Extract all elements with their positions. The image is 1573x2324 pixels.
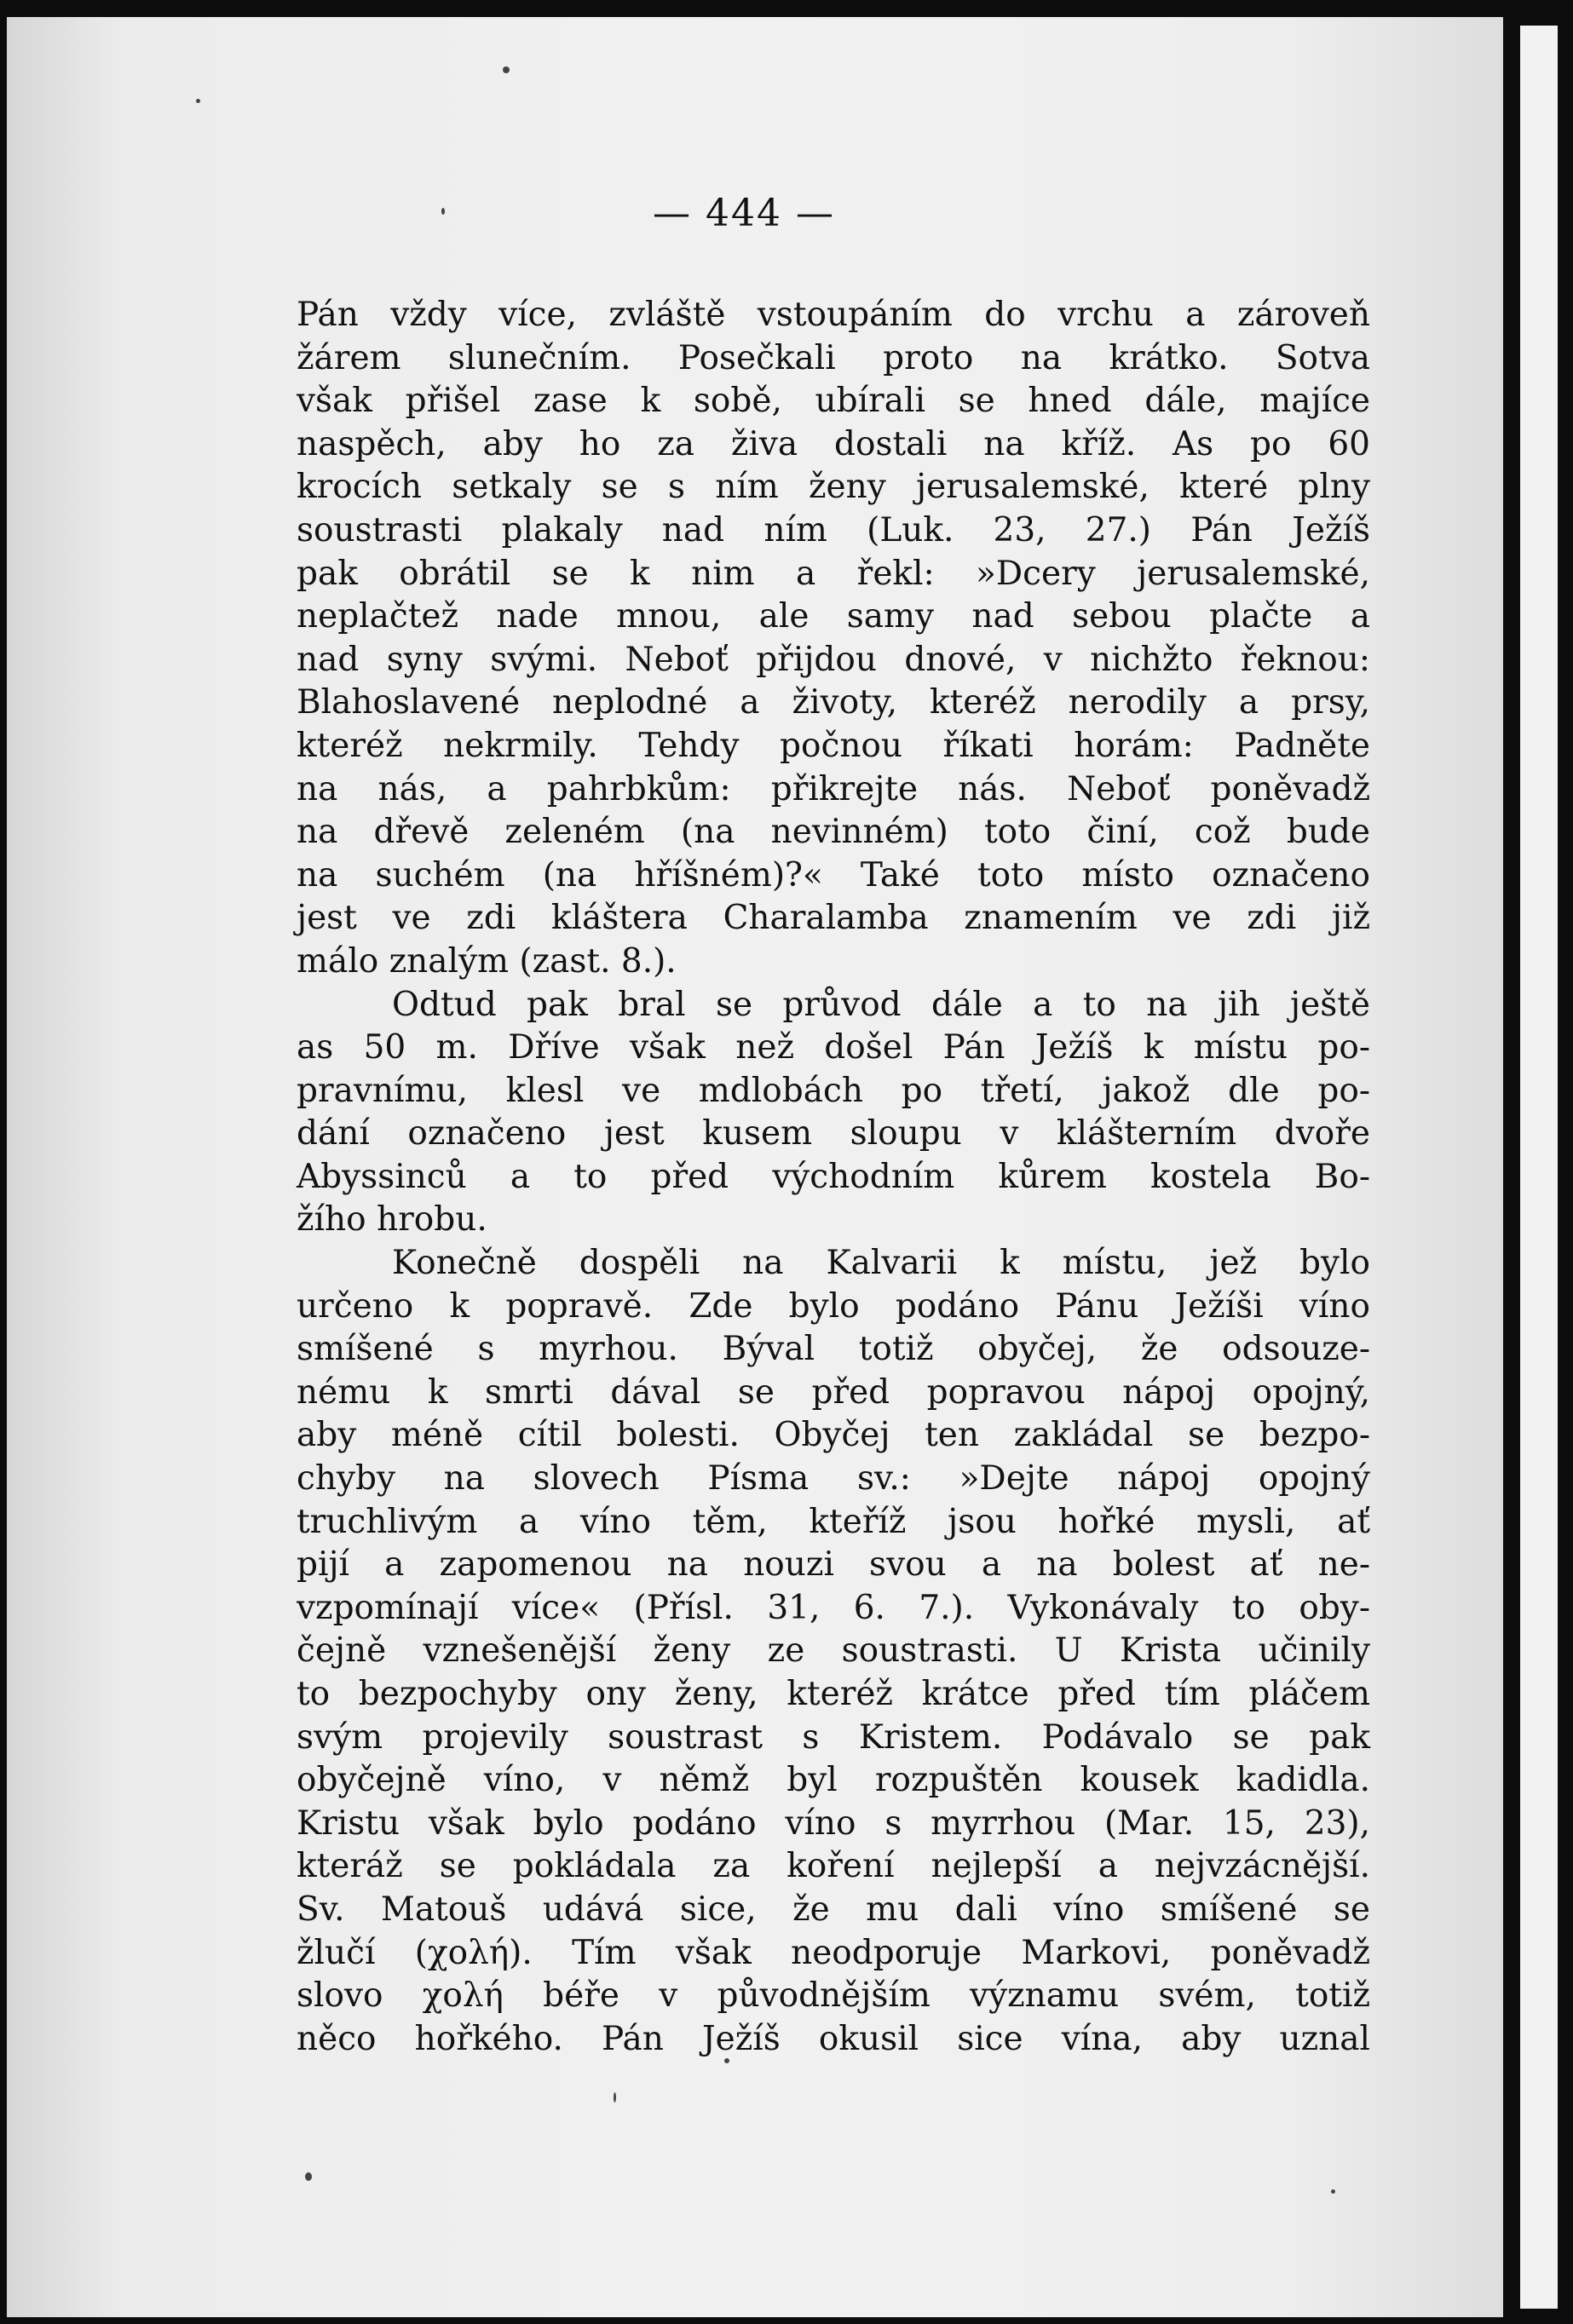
adjacent-page-edge [1520,26,1558,2309]
scan-speck [196,99,200,103]
text-line: žlučí (χολή). Tím však neodporuje Markovi, poněvadž [297,1933,1370,1972]
text-line: naspěch, aby ho za živa dostali na kříž. As po 60 [297,424,1370,463]
text-line: Odtud pak bral se průvod dále a to na jih ještě [392,985,1370,1024]
text-line: určeno k popravě. Zde bylo podáno Pánu Ježíši víno [297,1286,1370,1326]
text-line: na nás, a pahrbkům: přikrejte nás. Neboť poněvadž [297,769,1370,808]
text-line: pijí a zapomenou na nouzi svou a na bolest ať ne- [297,1545,1370,1585]
text-line: soustrasti plakaly nad ním (Luk. 23, 27.) Pán Ježíš [297,510,1370,549]
text-line: Kristu však bylo podáno víno s myrrhou (Mar. 15, 23), [297,1803,1370,1843]
text-line: Abyssinců a to před východním kůrem kostela Bo- [297,1157,1370,1196]
scan-speck [614,2092,616,2103]
text-line: Konečně dospěli na Kalvarii k místu, jež bylo [392,1244,1370,1283]
text-line: truchlivým a víno těm, kteříž jsou hořké mysli, ať [297,1502,1370,1541]
text-line: vzpomínají více« (Přísl. 31, 6. 7.). Vykonávaly to oby- [297,1588,1370,1627]
text-line: kteréž nekrmily. Tehdy počnou říkati horám: Padněte [297,726,1370,765]
text-line: aby méně cítil bolesti. Obyčej ten zakládal se bezpo- [297,1416,1370,1455]
text-line: neplačtež nade mnou, ale samy nad sebou plačte a [297,597,1370,636]
scan-speck [441,208,445,215]
text-line: Sv. Matouš udává sice, že mu dali víno smíšené se [297,1890,1370,1929]
page-number: — 444 — [653,192,835,235]
scan-speck [1331,2189,1335,2194]
text-line: svým projevily soustrast s Kristem. Podávalo se pak [297,1717,1370,1757]
text-line: nému k smrti dával se před popravou nápoj opojný, [297,1372,1370,1412]
body-text [297,294,1370,2061]
scan-speck [724,2058,729,2063]
text-line: pravnímu, klesl ve mdlobách po třetí, jakož dle po- [297,1071,1370,1110]
text-line: smíšené s myrhou. Býval totiž obyčej, že odsouze- [297,1330,1370,1369]
text-line: dání označeno jest kusem sloupu v klášterním dvoře [297,1114,1370,1153]
text-line: čejně vznešenější ženy ze soustrasti. U Krista učinily [297,1631,1370,1671]
text-line: Pán vždy více, zvláště vstoupáním do vrchu a zároveň [297,296,1370,334]
text-line: na suchém (na hříšném)?« Také toto místo označeno [297,855,1370,895]
text-line: to bezpochyby ony ženy, kteréž krátce před tím pláčem [297,1675,1370,1713]
text-line: žárem slunečním. Posečkali proto na krátko. Sotva [297,338,1370,377]
text-line: obyčejně víno, v němž byl rozpuštěn kousek kadidla. [297,1761,1370,1800]
text-line: něco hořkého. Pán Ježíš okusil sice vína, aby uznal [297,2019,1370,2058]
scan-speck [503,66,510,73]
text-line: krocích setkaly se s ním ženy jerusalemské, které plny [297,468,1370,507]
text-line: však přišel zase k sobě, ubírali se hned dále, majíce [297,382,1370,421]
text-line: kteráž se pokládala za koření nejlepší a nejvzácnější. [297,1847,1370,1886]
text-line: Blahoslavené neplodné a životy, kteréž nerodily a prsy, [297,683,1370,722]
text-line: žího hrobu. [297,1200,487,1240]
text-line: nad syny svými. Neboť přijdou dnové, v nichžto řeknou: [297,640,1370,679]
text-line: na dřevě zeleném (na nevinném) toto činí, což bude [297,813,1370,852]
text-line: as 50 m. Dříve však než došel Pán Ježíš k místu po- [297,1028,1370,1067]
text-line: jest ve zdi kláštera Charalamba znamením ve zdi již [297,899,1370,938]
text-line: chyby na slovech Písma sv.: »Dejte nápoj opojný [297,1459,1370,1499]
book-page [7,17,1503,2317]
text-line: slovo χολή béře v původnějším významu svém, totiž [297,1976,1370,2016]
text-line: pak obrátil se k nim a řekl: »Dcery jerusalemské, [297,554,1370,593]
text-line: málo znalým (zast. 8.). [297,941,677,981]
scan-speck [305,2172,312,2181]
